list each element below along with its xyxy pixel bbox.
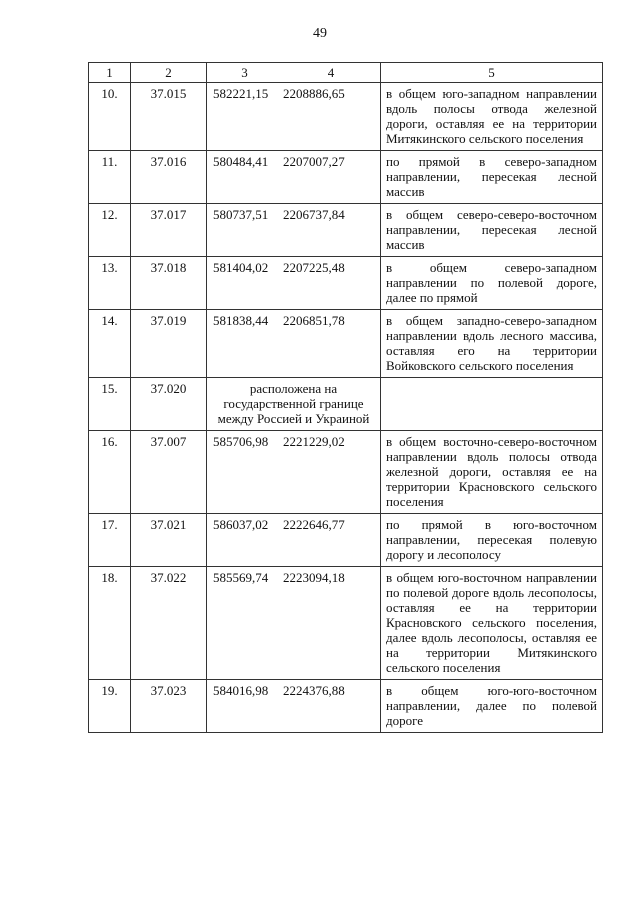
point-coordinates (207, 204, 381, 257)
boundary-description: в общем северо-северо-восточном направлении, пересекая лесной массив (381, 204, 603, 257)
row-number: 19. (89, 680, 131, 733)
point-code: 37.018 (131, 257, 207, 310)
row-number: 10. (89, 83, 131, 151)
coordinate-y: 2207007,27 (283, 154, 345, 169)
page-number: 49 (313, 26, 327, 41)
coordinate-y: 2224376,88 (283, 683, 345, 698)
header-cell: 2 (131, 63, 207, 83)
coordinate-x: 586037,02 (213, 517, 269, 532)
header-cell (207, 63, 381, 83)
table-header-row (89, 63, 603, 83)
point-coordinates (207, 514, 381, 567)
coordinate-y: 2223094,18 (283, 570, 345, 585)
coordinate-x: 580484,41 (213, 154, 269, 169)
coordinate-y: 2206737,84 (283, 207, 345, 222)
point-coordinates (207, 83, 381, 151)
table-row (89, 204, 603, 257)
point-code: 37.015 (131, 83, 207, 151)
coordinate-x: 582221,15 (213, 86, 269, 101)
coordinate-y: 2208886,65 (283, 86, 345, 101)
row-number: 17. (89, 514, 131, 567)
row-number: 16. (89, 431, 131, 514)
coordinate-x: 581838,44 (213, 313, 269, 328)
boundary-description: в общем юго-восточном направлении по полевой дороге вдоль лесополосы, оставляя ее на территории Красновского сельского поселения, далее вдоль лесополосы, оставляя ее на территории Митякинского сельского поселения (381, 567, 603, 680)
coordinate-x: 580737,51 (213, 207, 269, 222)
header-cell: 5 (381, 63, 603, 83)
table-row (89, 431, 603, 514)
coordinate-x: 581404,02 (213, 260, 269, 275)
boundary-description: по прямой в северо-западном направлении, пересекая лесной массив (381, 151, 603, 204)
point-coordinates (207, 151, 381, 204)
table-row (89, 83, 603, 151)
coordinate-y: 2221229,02 (283, 434, 345, 449)
table-row (89, 257, 603, 310)
table-body (89, 83, 603, 733)
boundary-description: в общем восточно-северо-восточном направлении вдоль полосы отвода железной дороги, оставляя ее на территории Красновского сельского поселения (381, 431, 603, 514)
row-number: 15. (89, 378, 131, 431)
boundary-points-table (88, 62, 603, 733)
coordinate-x: 584016,98 (213, 683, 269, 698)
boundary-description: в общем западно-северо-западном направлении вдоль лесного массива, оставляя его на территории Войковского сельского поселения (381, 310, 603, 378)
point-coordinates (207, 310, 381, 378)
table-row (89, 310, 603, 378)
point-coordinates (207, 431, 381, 514)
coordinate-y: 2222646,77 (283, 517, 345, 532)
point-code: 37.023 (131, 680, 207, 733)
table-row (89, 567, 603, 680)
header-cell: 3 (241, 65, 248, 80)
point-code: 37.020 (131, 378, 207, 431)
point-coordinates (207, 257, 381, 310)
point-coordinates (207, 680, 381, 733)
coordinate-x: 585569,74 (213, 570, 269, 585)
point-code: 37.021 (131, 514, 207, 567)
row-number: 12. (89, 204, 131, 257)
boundary-description: в общем северо-западном направлении по полевой дороге, далее по прямой (381, 257, 603, 310)
point-note: расположена на государственной границе между Россией и Украиной (207, 378, 381, 431)
point-code: 37.017 (131, 204, 207, 257)
coordinate-y: 2207225,48 (283, 260, 345, 275)
boundary-description: по прямой в юго-восточном направлении, пересекая полевую дорогу и лесополосу (381, 514, 603, 567)
row-number: 18. (89, 567, 131, 680)
coordinate-x: 585706,98 (213, 434, 269, 449)
point-code: 37.016 (131, 151, 207, 204)
table-row (89, 680, 603, 733)
row-number: 14. (89, 310, 131, 378)
boundary-description: в общем юго-юго-восточном направлении, далее по полевой дороге (381, 680, 603, 733)
table-row (89, 514, 603, 567)
point-code: 37.007 (131, 431, 207, 514)
boundary-description (381, 378, 603, 431)
row-number: 11. (89, 151, 131, 204)
boundary-description: в общем юго-западном направлении вдоль полосы отвода железной дороги, оставляя ее на территории Митякинского сельского поселения (381, 83, 603, 151)
table-row (89, 151, 603, 204)
header-cell: 4 (327, 65, 335, 80)
row-number: 13. (89, 257, 131, 310)
point-code: 37.022 (131, 567, 207, 680)
table-row (89, 378, 603, 431)
point-code: 37.019 (131, 310, 207, 378)
coordinate-y: 2206851,78 (283, 313, 345, 328)
point-coordinates (207, 567, 381, 680)
header-cell: 1 (89, 63, 131, 83)
